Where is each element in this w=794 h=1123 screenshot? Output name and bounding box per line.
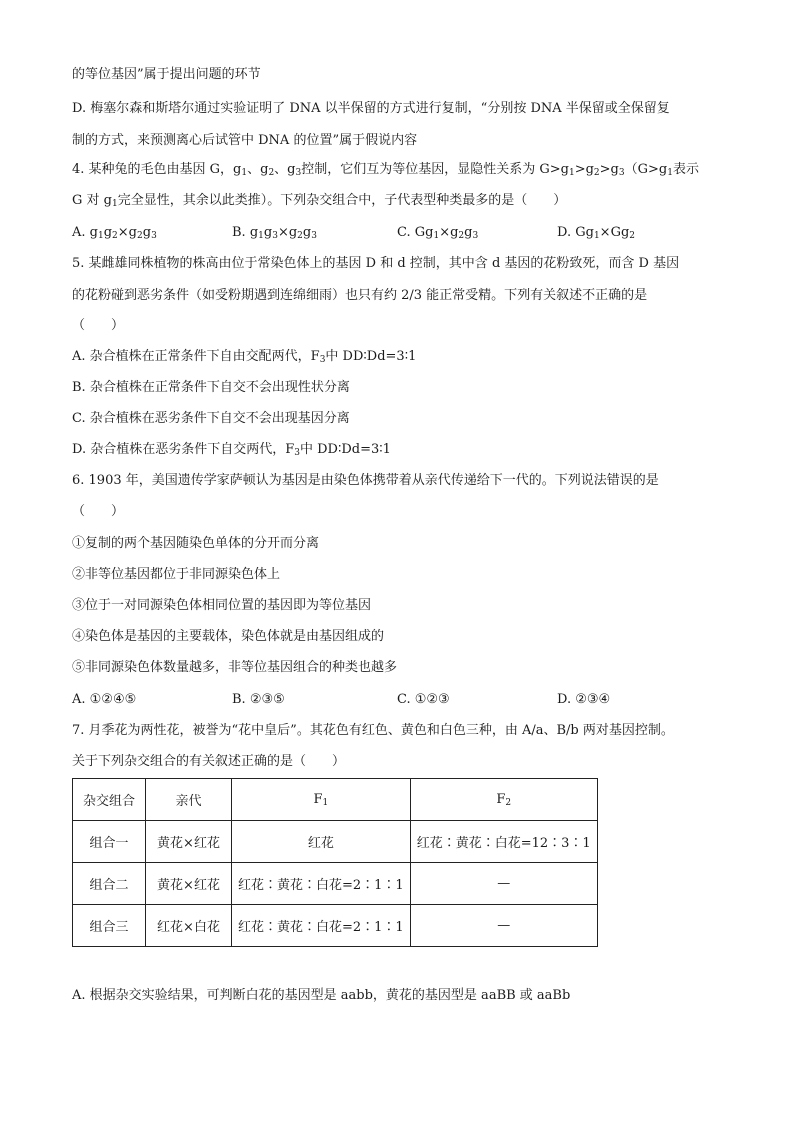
table-cell: 组合三 [73,905,146,947]
header-cell: $F_1$ [232,779,411,821]
header-cell: 亲代 [146,779,232,821]
text-line: 的等位基因”属于提出问题的环节 [72,67,261,82]
question-4-option-c: C. $Gg_1\times g_2g_3$ [397,225,479,241]
table-cell: 红花∶黄花∶白花=2∶1∶1 [232,905,411,947]
answer-bracket: （ ） [72,318,125,333]
table-cell: — [410,863,597,905]
table-cell: 红花∶黄花∶白花=2∶1∶1 [232,863,411,905]
table-row [73,905,598,947]
question-6-option-c: C. ①②③ [397,692,450,707]
question-5-option-b: B. 杂合植株在正常条件下自交不会出现性状分离 [72,380,350,395]
statement-1: ①复制的两个基因随染色单体的分开而分离 [72,536,320,551]
statement-5: ⑤非同源染色体数量越多，非等位基因组合的种类也越多 [72,660,398,675]
table-cell: 组合二 [73,863,146,905]
table-cell: 组合一 [73,821,146,863]
header-cell: 杂交组合 [73,779,146,821]
question-4-option-a: A. $g_1g_2\times g_2g_3$ [72,225,157,241]
text-line: D. 梅塞尔森和斯塔尔通过实验证明了 DNA 以半保留的方式进行复制，“分别按 DNA 半保留或全保留复 [72,101,670,116]
question-4-option-d: D. $Gg_1\times Gg_2$ [557,225,636,241]
text-line: 制的方式，来预测离心后试管中 DNA 的位置”属于假说内容 [72,133,418,148]
question-5-option-d: D. 杂合植株在恶劣条件下自交两代，$F_3$中 DD∶Dd=3∶1 [72,442,391,458]
statement-2: ②非等位基因都位于非同源染色体上 [72,567,281,582]
table-cell: 黄花×红花 [146,821,232,863]
table-header-row [73,779,598,821]
question-6-option-d: D. ②③④ [557,692,611,707]
question-7-option-a: A. 根据杂交实验结果，可判断白花的基因型是 aabb，黄花的基因型是 aaBB 或 aaBb [72,988,571,1003]
question-6-option-a: A. ①②④⑤ [72,692,137,707]
question-4-option-b: B. $g_1g_3\times g_2g_3$ [232,225,317,241]
cross-results-table [72,778,598,947]
question-6-option-b: B. ②③⑤ [232,692,285,707]
statement-3: ③位于一对同源染色体相同位置的基因即为等位基因 [72,598,372,613]
answer-bracket: （ ） [72,504,125,519]
table-cell: 黄花×红花 [146,863,232,905]
question-7-stem: 7. 月季花为两性花，被誉为“花中皇后”。其花色有红色、黄色和白色三种，由 A/a、B/b 两对基因控制。 [72,723,674,738]
table-cell: 红花×白花 [146,905,232,947]
question-6-stem: 6. 1903 年，美国遗传学家萨顿认为基因是由染色体携带着从亲代传递给下一代的。下列说法错误的是 [72,473,659,488]
statement-4: ④染色体是基因的主要载体，染色体就是由基因组成的 [72,629,385,644]
header-cell: $F_2$ [410,779,597,821]
table-cell: 红花∶黄花∶白花=12∶3∶1 [410,821,597,863]
question-5-stem-cont: 的花粉碰到恶劣条件（如受粉期遇到连绵细雨）也只有约 2/3 能正常受精。下列有关叙述不正确的是 [72,288,648,303]
question-5-option-a: A. 杂合植株在正常条件下自由交配两代，$F_3$中 DD∶Dd=3∶1 [72,349,417,365]
question-4-stem: 4. 某种兔的毛色由基因 G，$g_1$、$g_2$、$g_3$控制，它们互为等位基因，显隐性关系为 $G>g_1>g_2>g_3(G>g_1$表示 [72,162,699,178]
table-row [73,863,598,905]
table-cell: 红花 [232,821,411,863]
question-7-stem-cont: 关于下列杂交组合的有关叙述正确的是（ ） [72,754,346,769]
question-4-stem-cont: G 对 $g_1$完全显性，其余以此类推）。下列杂交组合中，子代表型种类最多的是（ ） [72,193,567,209]
table-row [73,821,598,863]
question-5-option-c: C. 杂合植株在恶劣条件下自交不会出现基因分离 [72,411,350,426]
question-5-stem: 5. 某雌雄同株植物的株高由位于常染色体上的基因 D 和 d 控制，其中含 d 基因的花粉致死，而含 D 基因 [72,256,680,271]
table-cell: — [410,905,597,947]
